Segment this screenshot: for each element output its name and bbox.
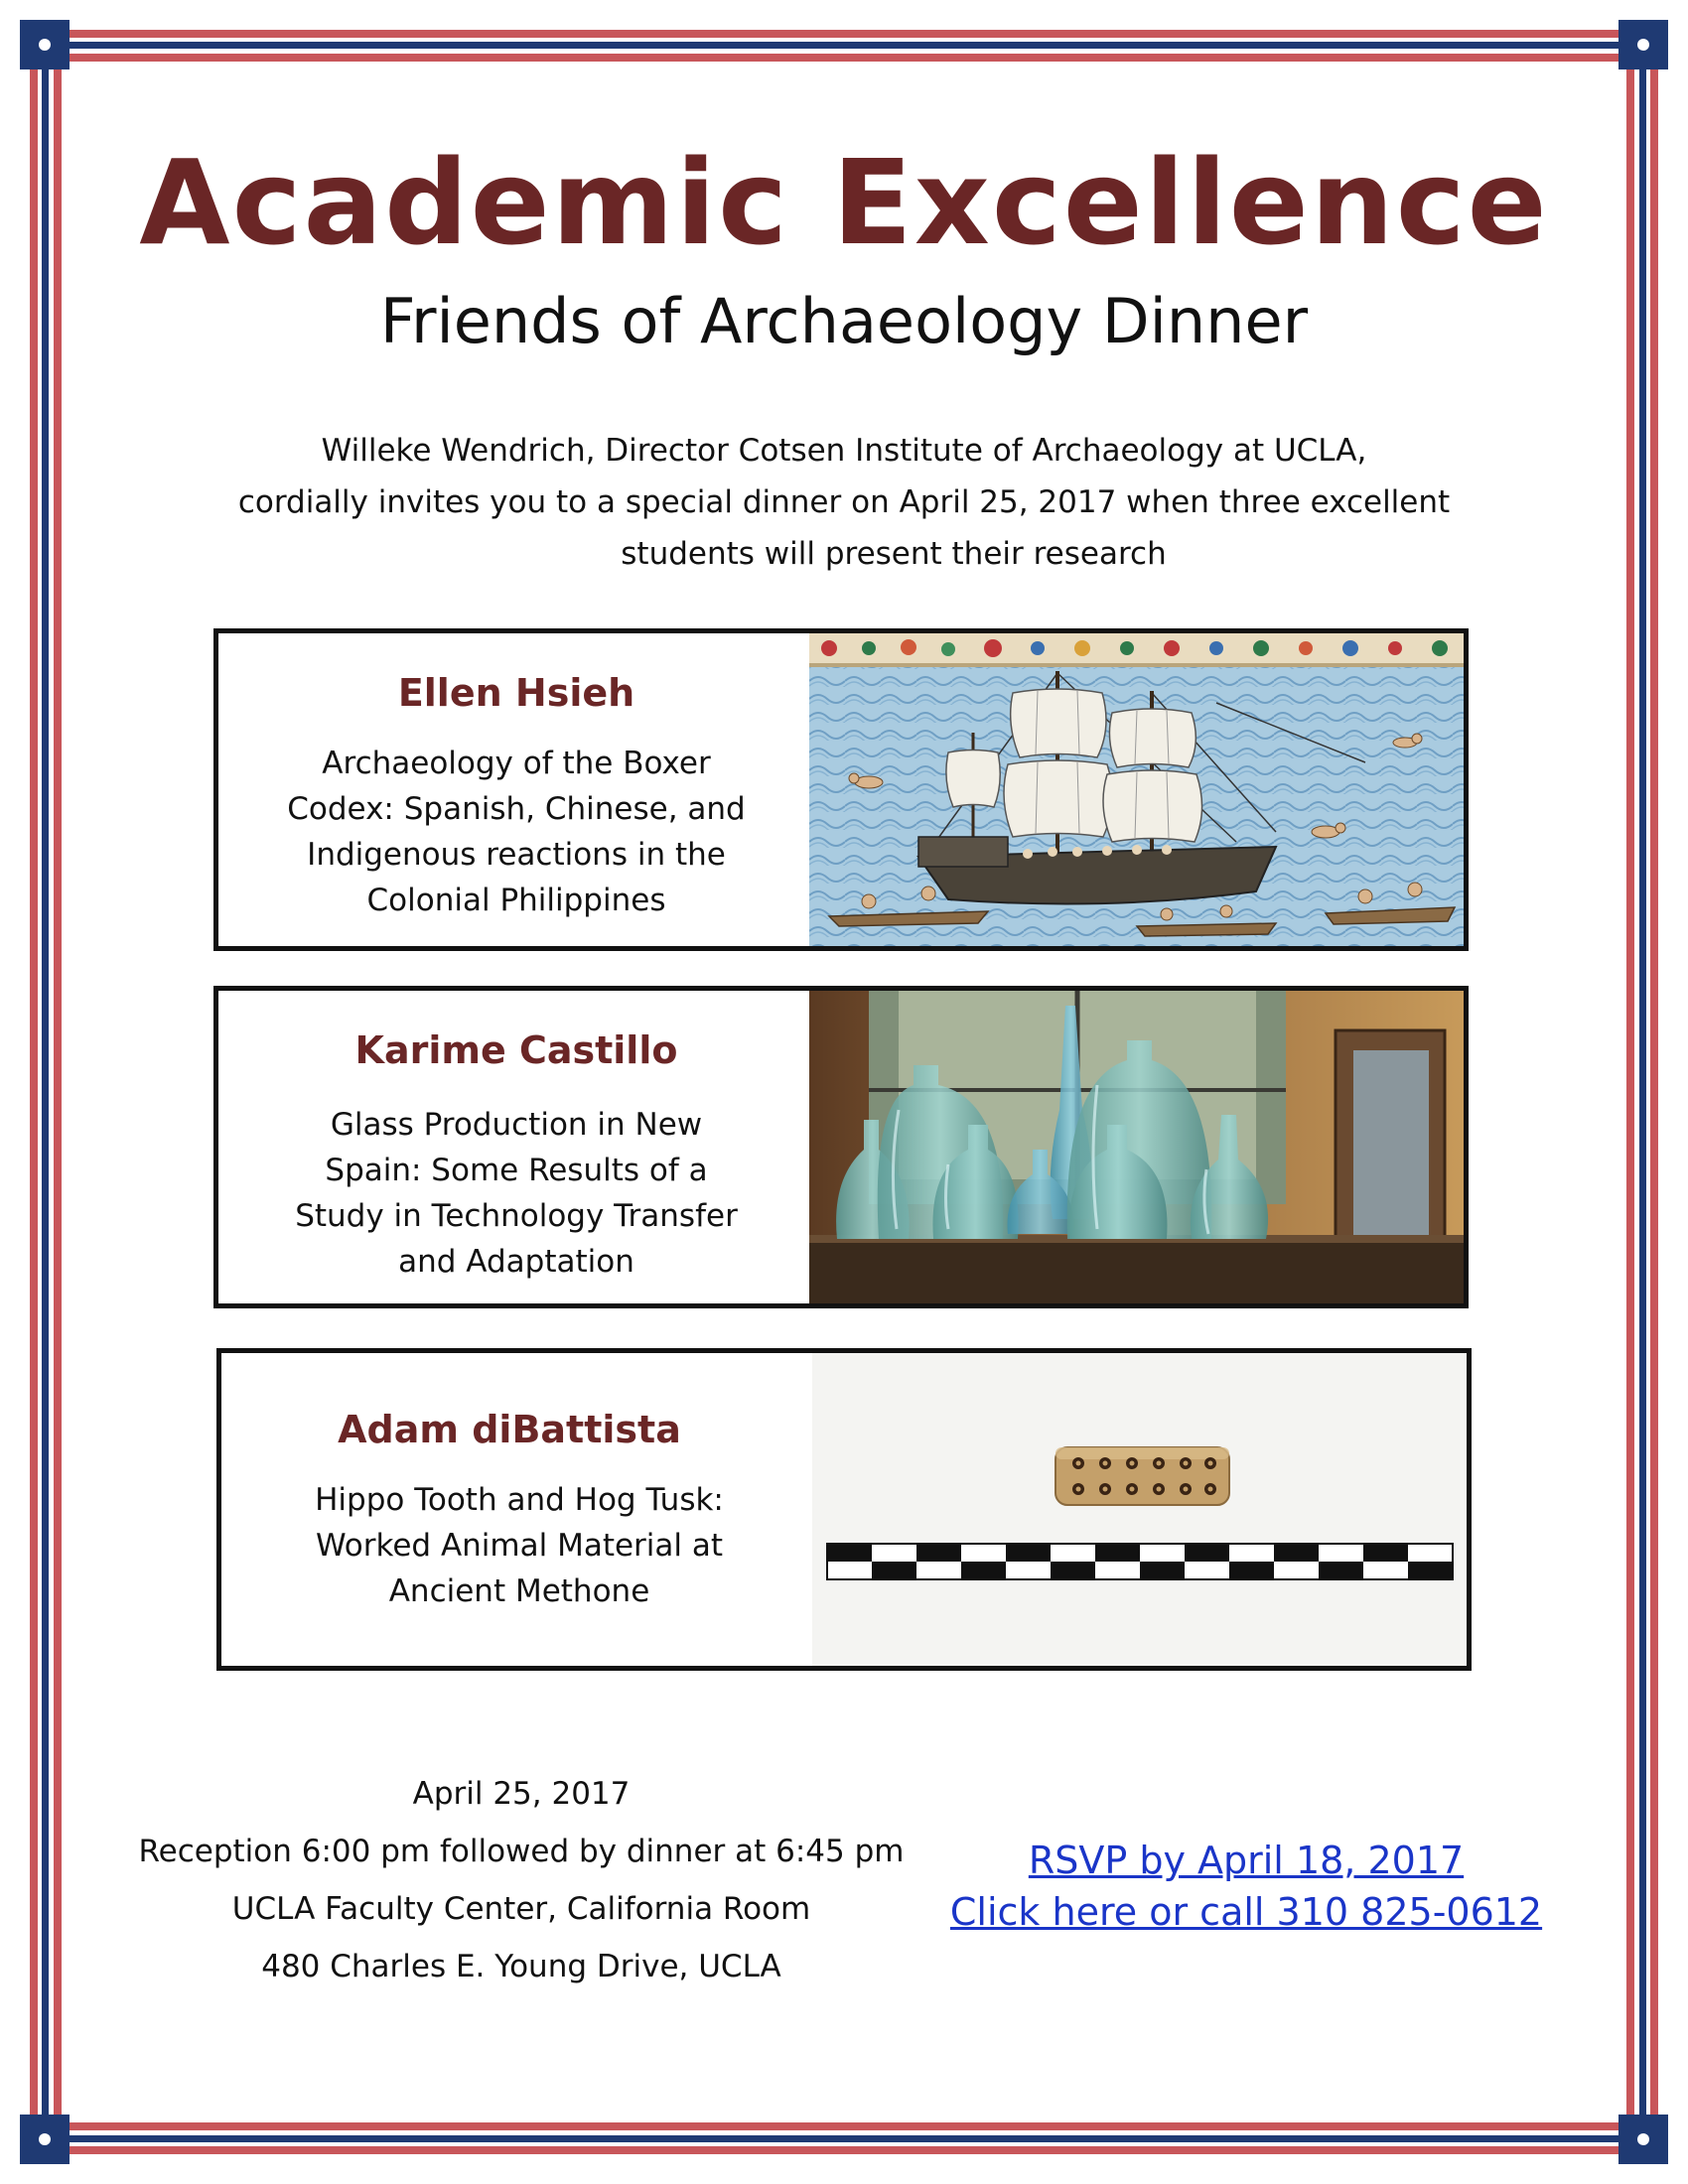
corner-ornament-bottom-right <box>1618 2115 1668 2164</box>
border-top-middle <box>40 42 1648 49</box>
student-card-text <box>218 991 814 1303</box>
glass-bottles-image <box>809 991 1464 1303</box>
topic-line: Spain: Some Results of a <box>325 1153 708 1188</box>
topic-line: Worked Animal Material at <box>315 1528 724 1564</box>
boxer-codex-ship-image <box>809 633 1464 946</box>
topic-line: and Adaptation <box>398 1244 634 1280</box>
border-bottom-middle <box>40 2135 1648 2142</box>
corner-ornament-top-left <box>20 20 70 69</box>
invitation-text <box>199 425 1489 580</box>
student-card-text <box>218 633 814 946</box>
rsvp-block <box>933 1835 1559 1938</box>
border-bottom-inner <box>40 2122 1648 2130</box>
student-card-ellen-hsieh <box>213 628 1469 951</box>
invitation-line: cordially invites you to a special dinner on April 25, 2017 when three excellent <box>237 484 1451 520</box>
event-date: April 25, 2017 <box>412 1776 631 1812</box>
topic-line: Glass Production in New <box>330 1107 703 1143</box>
research-topic <box>258 1102 774 1285</box>
corner-ornament-bottom-left <box>20 2115 70 2164</box>
research-topic <box>258 741 774 923</box>
student-card-karime-castillo <box>213 986 1469 1308</box>
border-bottom-outer <box>40 2146 1648 2154</box>
topic-line: Indigenous reactions in the <box>307 837 726 873</box>
topic-line: Hippo Tooth and Hog Tusk: <box>315 1482 724 1518</box>
topic-line: Study in Technology Transfer <box>295 1198 738 1234</box>
student-card-text <box>221 1353 817 1666</box>
student-name: Adam diBattista <box>338 1408 681 1451</box>
event-venue: UCLA Faculty Center, California Room <box>231 1891 811 1927</box>
event-schedule: Reception 6:00 pm followed by dinner at 6:45 pm <box>138 1834 905 1869</box>
topic-line: Ancient Methone <box>388 1573 650 1609</box>
research-topic <box>261 1477 777 1614</box>
border-top-inner <box>40 54 1648 62</box>
topic-line: Archaeology of the Boxer <box>322 746 711 781</box>
student-name: Ellen Hsieh <box>397 671 635 715</box>
student-card-adam-dibattista <box>216 1348 1472 1671</box>
border-top-outer <box>40 30 1648 38</box>
event-address: 480 Charles E. Young Drive, UCLA <box>261 1949 781 1984</box>
invitation-line: students will present their research <box>621 536 1167 572</box>
invitation-line: Willeke Wendrich, Director Cotsen Institute of Archaeology at UCLA, <box>321 433 1367 469</box>
rsvp-contact-link[interactable]: Click here or call 310 825-0612 <box>949 1890 1543 1934</box>
worked-animal-material-image <box>812 1353 1467 1666</box>
event-details <box>109 1765 933 1995</box>
page-subtitle: Friends of Archaeology Dinner <box>379 285 1309 357</box>
topic-line: Colonial Philippines <box>366 883 666 918</box>
corner-ornament-top-right <box>1618 20 1668 69</box>
page-title: Academic Excellence <box>139 134 1549 271</box>
student-name: Karime Castillo <box>354 1028 678 1072</box>
rsvp-deadline-link[interactable]: RSVP by April 18, 2017 <box>1028 1839 1465 1882</box>
topic-line: Codex: Spanish, Chinese, and <box>287 791 746 827</box>
